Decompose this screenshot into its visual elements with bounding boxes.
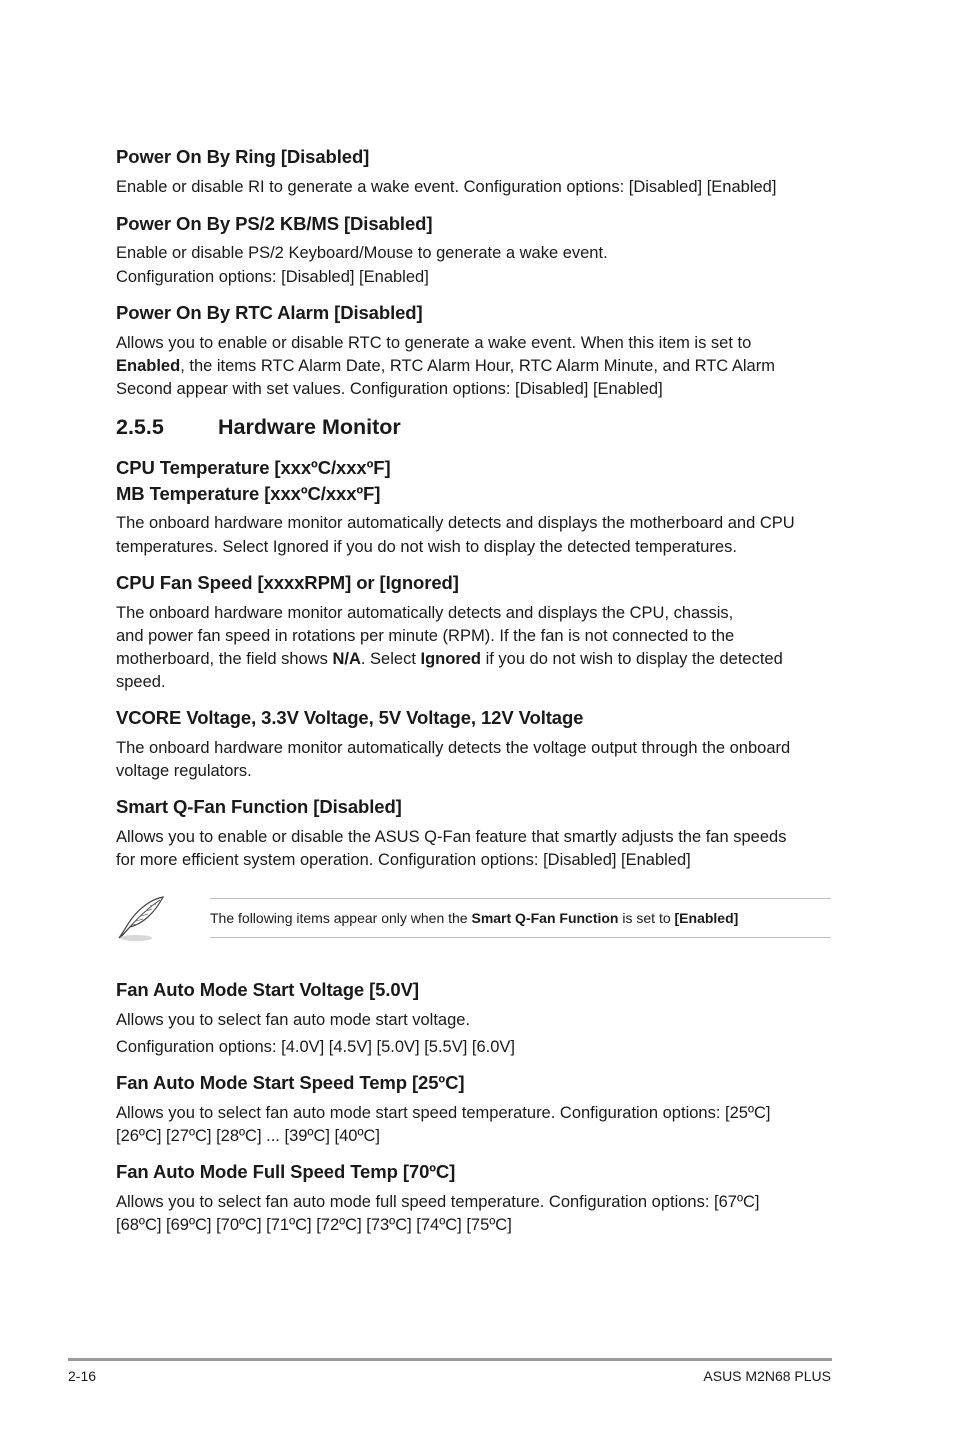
- item-desc-voltage-line2: voltage regulators.: [116, 762, 252, 780]
- item-title-power-on-by-ring: Power On By Ring [Disabled]: [116, 146, 370, 167]
- item-title-power-on-by-ps2: Power On By PS/2 KB/MS [Disabled]: [116, 213, 433, 234]
- footer-rule: [68, 1358, 832, 1361]
- rtc-desc-line2-rest: , the items RTC Alarm Date, RTC Alarm Hour, RTC Alarm Minute, and RTC Alarm: [180, 357, 775, 375]
- item-desc-power-on-by-ring: Enable or disable RI to generate a wake event. Configuration options: [Disabled] [Enabled]: [116, 178, 777, 196]
- fan-na-bold: N/A: [332, 650, 361, 668]
- item-desc-rtc-line3: Second appear with set values. Configuration options: [Disabled] [Enabled]: [116, 380, 663, 398]
- item-desc-start-temp-line2: [26ºC] [27ºC] [28ºC] ... [39ºC] [40ºC]: [116, 1127, 380, 1145]
- footer-page-number: 2-16: [68, 1368, 97, 1384]
- item-desc-rtc-line1: Allows you to enable or disable RTC to generate a wake event. When this item is set to: [116, 334, 752, 352]
- note-text-c: is set to: [618, 910, 675, 926]
- item-desc-start-volt-line2: Configuration options: [4.0V] [4.5V] [5.0V] [5.5V] [6.0V]: [116, 1038, 515, 1056]
- item-desc-fan-line1: The onboard hardware monitor automatically detects and displays the CPU, chassis,: [116, 604, 734, 622]
- feather-pen-icon: [116, 894, 166, 942]
- section-heading-hardware-monitor: [116, 413, 401, 441]
- item-desc-qfan-line1: Allows you to enable or disable the ASUS Q-Fan feature that smartly adjusts the fan speeds: [116, 828, 787, 846]
- item-desc-temp-line2: temperatures. Select Ignored if you do not wish to display the detected temperatures.: [116, 538, 737, 556]
- fan-desc-text-e: if you do not wish to display the detected: [481, 650, 783, 668]
- note-smart-qfan-bold: Smart Q-Fan Function: [471, 910, 619, 926]
- item-desc-power-on-by-ps2-line2: Configuration options: [Disabled] [Enabled]: [116, 268, 429, 286]
- item-desc-qfan-line2: for more efficient system operation. Configuration options: [Disabled] [Enabled]: [116, 851, 691, 869]
- item-desc-full-temp-line2: [68ºC] [69ºC] [70ºC] [71ºC] [72ºC] [73ºC] [74ºC] [75ºC]: [116, 1216, 512, 1234]
- item-desc-full-temp-line1: Allows you to select fan auto mode full speed temperature. Configuration options: [67ºC]: [116, 1193, 760, 1211]
- note-box: [210, 898, 831, 938]
- fan-ignored-bold: Ignored: [420, 650, 481, 668]
- note-text-a: The following items appear only when the: [210, 910, 472, 926]
- item-title-smart-q-fan: Smart Q-Fan Function [Disabled]: [116, 796, 402, 817]
- item-desc-fan-line2: and power fan speed in rotations per minute (RPM). If the fan is not connected to the: [116, 627, 735, 645]
- item-title-mb-temperature: MB Temperature [xxxºC/xxxºF]: [116, 483, 381, 504]
- section-number: 2.5.5: [116, 415, 164, 439]
- item-desc-voltage-line1: The onboard hardware monitor automatically detects the voltage output through the onboard: [116, 739, 791, 757]
- item-title-fan-auto-start-voltage: Fan Auto Mode Start Voltage [5.0V]: [116, 979, 419, 1000]
- item-title-voltage: VCORE Voltage, 3.3V Voltage, 5V Voltage, 12V Voltage: [116, 707, 584, 728]
- fan-desc-text-a: motherboard, the field shows: [116, 650, 333, 668]
- footer-product-name: ASUS M2N68 PLUS: [703, 1368, 831, 1384]
- item-desc-fan-line3: [116, 648, 832, 671]
- item-desc-rtc-line2: [116, 355, 832, 378]
- item-desc-start-temp-line1: Allows you to select fan auto mode start speed temperature. Configuration options: [25ºC]: [116, 1104, 771, 1122]
- item-title-cpu-fan-speed: CPU Fan Speed [xxxxRPM] or [Ignored]: [116, 572, 459, 593]
- section-title: Hardware Monitor: [218, 415, 401, 439]
- item-title-power-on-by-rtc: Power On By RTC Alarm [Disabled]: [116, 302, 423, 323]
- rtc-enabled-bold: Enabled: [116, 357, 181, 375]
- item-desc-temp-line1: The onboard hardware monitor automatically detects and displays the motherboard and CPU: [116, 514, 795, 532]
- item-title-fan-auto-full-temp: Fan Auto Mode Full Speed Temp [70ºC]: [116, 1161, 456, 1182]
- note-enabled-bold: [Enabled]: [674, 910, 739, 926]
- item-desc-fan-line4: speed.: [116, 673, 166, 691]
- item-title-fan-auto-start-temp: Fan Auto Mode Start Speed Temp [25ºC]: [116, 1072, 465, 1093]
- fan-desc-text-c: . Select: [360, 650, 421, 668]
- item-title-cpu-temperature: CPU Temperature [xxxºC/xxxºF]: [116, 457, 391, 478]
- item-desc-power-on-by-ps2-line1: Enable or disable PS/2 Keyboard/Mouse to generate a wake event.: [116, 244, 608, 262]
- item-desc-start-volt-line1: Allows you to select fan auto mode start voltage.: [116, 1011, 471, 1029]
